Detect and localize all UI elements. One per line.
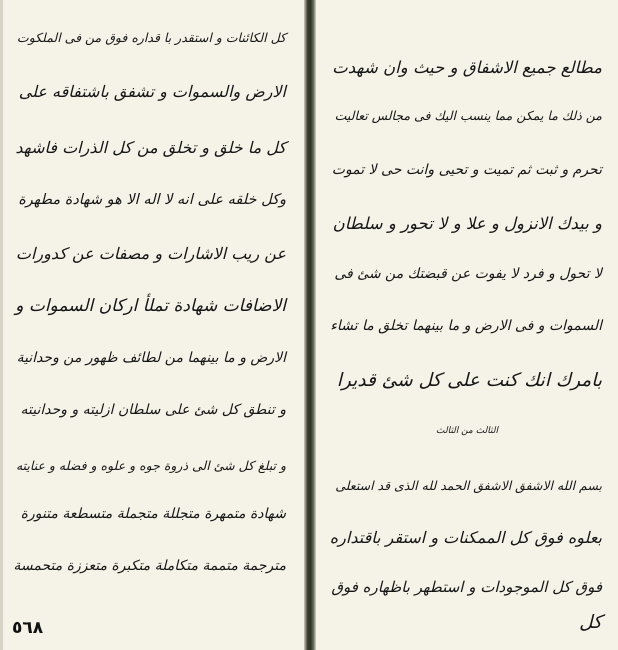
left-line-6: الاضافات شهادة تملأ اركان السموات و [15, 296, 286, 316]
left-line-1: كل الكائنات و استقدر با قداره فوق من فى الملكوت [16, 30, 286, 45]
right-line-5: لا تحول و فرد لا يفوت عن قبضتك من شئ فى [334, 266, 602, 282]
right-line-10: فوق كل الموجودات و استطهر باظهاره فوق [331, 578, 602, 596]
right-line-6: السموات و فى الارض و ما بينهما تخلق ما تشاء [330, 318, 602, 334]
section-heading: الثالث من الثالث [436, 426, 498, 436]
left-page [0, 0, 304, 650]
left-line-9: و تبلغ كل شئ الى ذروة جوه و علوه و فضله و عنايته [15, 458, 286, 473]
left-line-7: الارض و ما بينهما من لطائف ظهور من وحدانية [16, 350, 286, 366]
left-line-11: مترجمة متممة متكاملة متكبرة متعززة متحمسة [13, 558, 286, 574]
right-line-4: و بيدك الانزول و علا و لا تحور و سلطان [332, 214, 602, 233]
left-line-10: شهادة متمهرة متجللة متجملة متسطعة متنورة [20, 506, 286, 522]
right-line-3: تحرم و ثبت ثم تميت و تحيى وانت حى لا تموت [331, 162, 602, 178]
right-line-1: مطالع جميع الاشفاق و حيث وان شهدت [332, 58, 602, 77]
right-page [316, 0, 618, 650]
left-line-2: الارض والسموات و تشفق باشتفاقه على [18, 82, 286, 101]
right-line-8: بسم الله الاشفق الاشفق الحمد لله الذى قد استعلى [335, 478, 602, 493]
right-line-2: من ذلك ما يمكن مما ينسب اليك فى مجالس تعاليت [334, 108, 602, 123]
binding-gutter [304, 0, 316, 650]
left-line-4: وكل خلقه على انه لا اله الا هو شهادة مطهرة [18, 192, 286, 208]
right-line-11: كل [579, 612, 602, 633]
left-line-5: عن ريب الاشارات و مصفات عن كدورات [15, 244, 286, 263]
folio-number: ٥٦٨ [12, 618, 44, 638]
page-edge [0, 0, 3, 650]
left-line-3: كل ما خلق و تخلق من كل الذرات فاشهد [15, 138, 286, 157]
right-line-7: بامرك انك كنت على كل شئ قديرا [336, 370, 602, 391]
left-line-8: و تنطق كل شئ على سلطان ازليته و وحدانيته [20, 402, 286, 418]
right-line-9: بعلوه فوق كل الممكنات و استقر باقتداره [329, 528, 602, 547]
